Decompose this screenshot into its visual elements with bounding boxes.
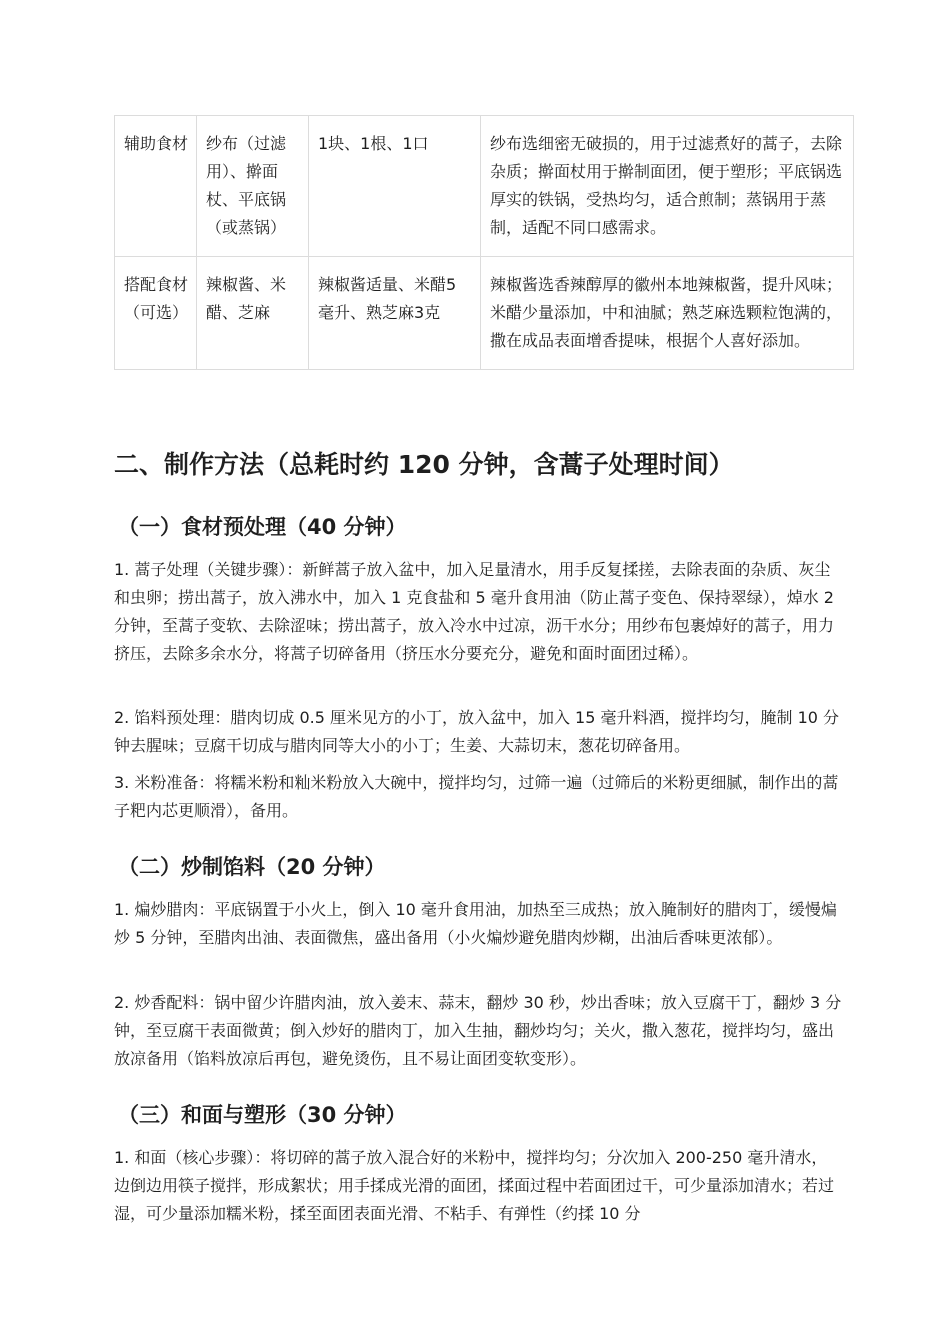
step-paragraph: 2. 馅料预处理：腊肉切成 0.5 厘米见方的小丁，放入盆中，加入 15 毫升料酒，搅拌均匀，腌制 10 分钟去腥味；豆腐干切成与腊肉同等大小的小丁；生姜、大蒜切末，葱花切碎备用。 [114, 708, 840, 755]
subsection-heading-preprocess: （一）食材预处理（40 分钟） [118, 515, 407, 539]
table-cell-item: 纱布（过滤用）、擀面杖、平底锅（或蒸锅） [197, 116, 309, 257]
subsection-heading-filling: （二）炒制馅料（20 分钟） [118, 855, 386, 879]
table-row [115, 116, 854, 257]
step-paragraph: 1. 煸炒腊肉：平底锅置于小火上，倒入 10 毫升食用油，加热至三成热；放入腌制好的腊肉丁，缓慢煸炒 5 分钟，至腊肉出油、表面微焦，盛出备用（小火煸炒避免腊肉炒糊，出油后香味更浓郁）。 [114, 900, 837, 947]
step-paragraph: 1. 蒿子处理（关键步骤）：新鲜蒿子放入盆中，加入足量清水，用手反复揉搓，去除表面的杂质、灰尘和虫卵；捞出蒿子，放入沸水中，加入 1 克食盐和 5 毫升食用油（防止蒿子变色、保持翠绿），焯水 2 分钟，至蒿子变软、去除涩味；捞出蒿子，放入冷水中过凉，沥干水分；用纱布包裹焯好的蒿子，用力挤压，去除多余水分，将蒿子切碎备用（挤压水分要充分，避免和面时面团过稀）。 [114, 560, 835, 663]
step-paragraph: 3. 米粉准备：将糯米粉和籼米粉放入大碗中，搅拌均匀，过筛一遍（过筛后的米粉更细腻，制作出的蒿子粑内芯更顺滑），备用。 [114, 773, 839, 820]
table-row [115, 257, 854, 370]
table-cell-note: 辣椒酱选香辣醇厚的徽州本地辣椒酱，提升风味；米醋少量添加，中和油腻；熟芝麻选颗粒饱满的，撒在成品表面增香提味，根据个人喜好添加。 [481, 257, 854, 370]
ingredients-table [114, 115, 854, 370]
table-cell-category: 搭配食材（可选） [115, 257, 197, 370]
step-paragraph: 2. 炒香配料：锅中留少许腊肉油，放入姜末、蒜末，翻炒 30 秒，炒出香味；放入豆腐干丁，翻炒 3 分钟，至豆腐干表面微黄；倒入炒好的腊肉丁，加入生抽，翻炒均匀；关火，撒入葱花，搅拌均匀，盛出放凉备用（馅料放凉后再包，避免烫伤，且不易让面团变软变形）。 [114, 993, 842, 1068]
table-cell-note: 纱布选细密无破损的，用于过滤煮好的蒿子，去除杂质；擀面杖用于擀制面团，便于塑形；平底锅选厚实的铁锅，受热均匀，适合煎制；蒸锅用于蒸制，适配不同口感需求。 [481, 116, 854, 257]
table-cell-amount: 辣椒酱适量、米醋5毫升、熟芝麻3克 [309, 257, 481, 370]
subsection-heading-dough: （三）和面与塑形（30 分钟） [118, 1103, 407, 1127]
table-cell-category: 辅助食材 [115, 116, 197, 257]
section-heading-method: 二、制作方法（总耗时约 120 分钟，含蒿子处理时间） [114, 450, 734, 479]
table-cell-amount: 1块、1根、1口 [309, 116, 481, 257]
table-cell-item: 辣椒酱、米醋、芝麻 [197, 257, 309, 370]
step-paragraph: 1. 和面（核心步骤）：将切碎的蒿子放入混合好的米粉中，搅拌均匀；分次加入 200-250 毫升清水，边倒边用筷子搅拌，形成絮状；用手揉成光滑的面团，揉面过程中若面团过干，可少量添加清水；若过湿，可少量添加糯米粉，揉至面团表面光滑、不粘手、有弹性（约揉 10 分 [114, 1148, 835, 1223]
